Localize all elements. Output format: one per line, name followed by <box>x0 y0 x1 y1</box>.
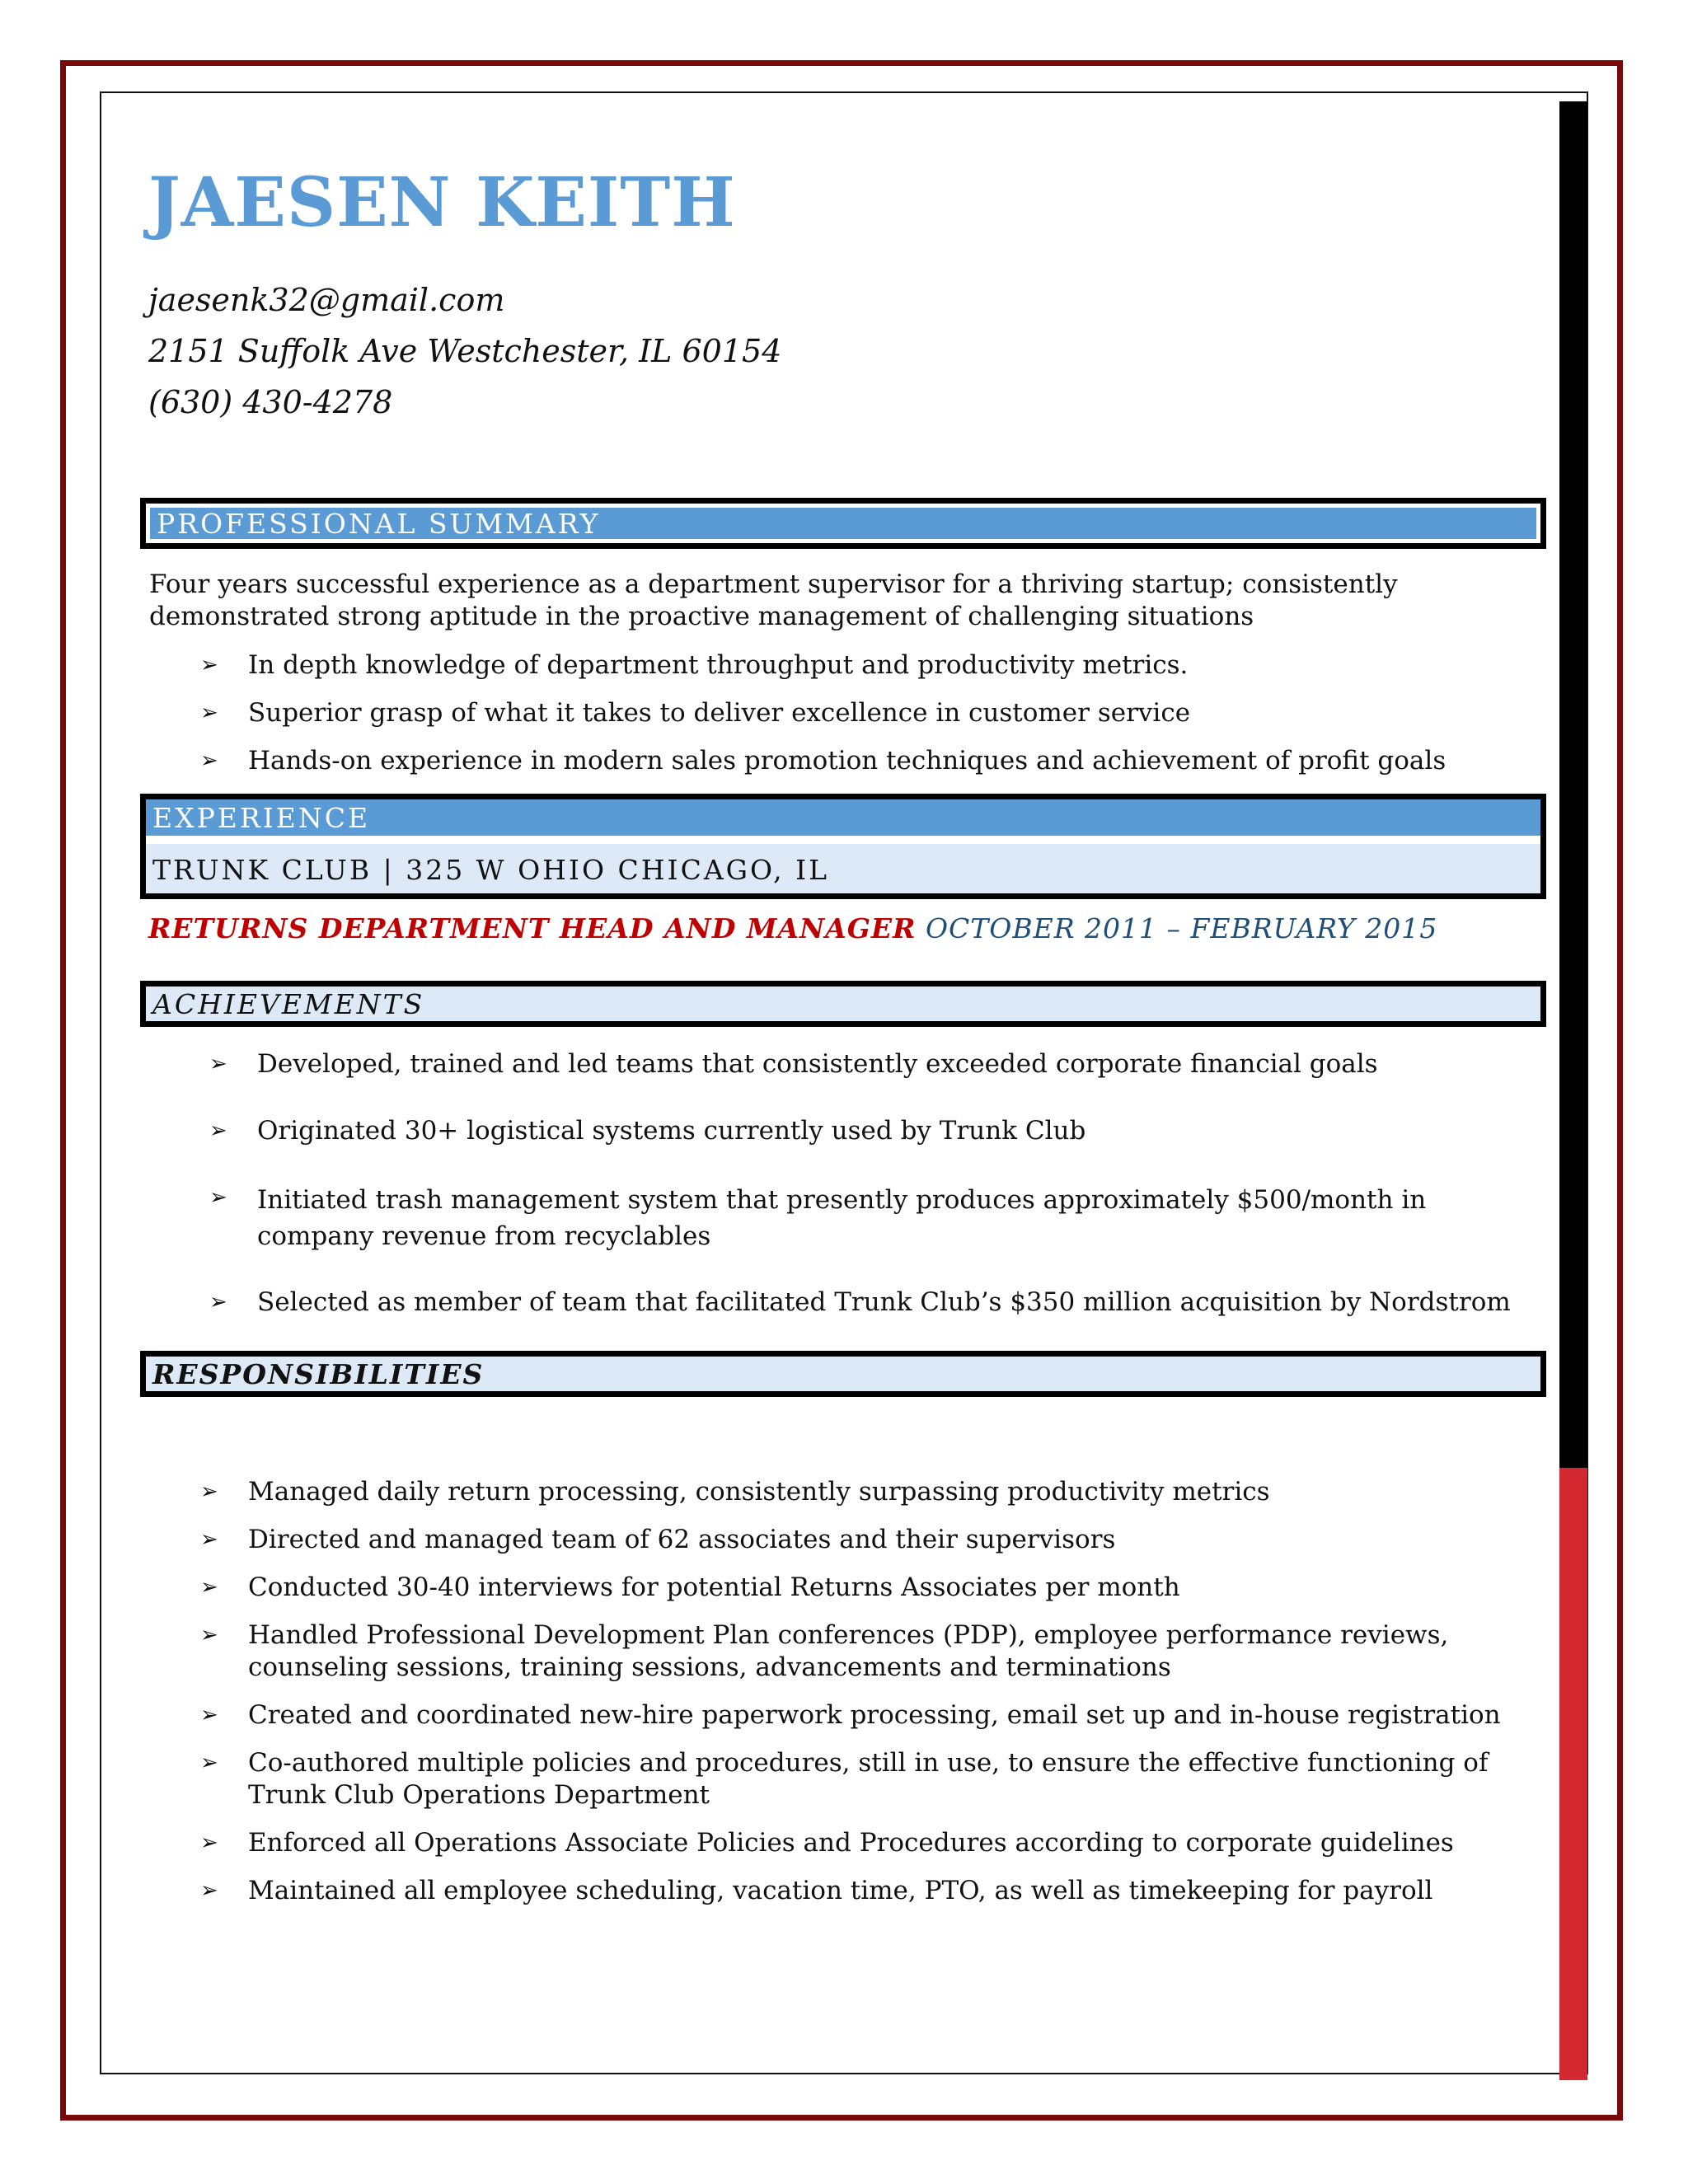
experience-header <box>140 794 1546 899</box>
candidate-name: JAESEN KEITH <box>148 163 736 242</box>
arrow-bullet-icon: ➢ <box>200 1878 218 1903</box>
arrow-bullet-icon: ➢ <box>209 1185 227 1210</box>
section-heading: EXPERIENCE <box>146 799 1540 836</box>
arrow-bullet-icon: ➢ <box>209 1052 227 1076</box>
job-dates: OCTOBER 2011 – FEBRUARY 2015 <box>925 912 1438 944</box>
responsibilities-header <box>140 1351 1546 1397</box>
job-title: RETURNS DEPARTMENT HEAD AND MANAGER <box>148 912 917 944</box>
arrow-bullet-icon: ➢ <box>200 1527 218 1552</box>
job-line <box>148 912 1438 944</box>
professional-summary-header <box>140 498 1546 549</box>
arrow-bullet-icon: ➢ <box>200 701 218 725</box>
arrow-bullet-icon: ➢ <box>209 1118 227 1143</box>
arrow-bullet-icon: ➢ <box>200 1623 218 1647</box>
contact-address: 2151 Suffolk Ave Westchester, IL 60154 <box>148 333 782 369</box>
section-heading: PROFESSIONAL SUMMARY <box>150 508 1536 539</box>
section-heading: ACHIEVEMENTS <box>146 987 1540 1021</box>
arrow-bullet-icon: ➢ <box>200 1830 218 1855</box>
achievements-header <box>140 981 1546 1027</box>
arrow-bullet-icon: ➢ <box>200 748 218 773</box>
side-accent-bar-black <box>1559 101 1587 1468</box>
section-heading: RESPONSIBILITIES <box>146 1357 1540 1391</box>
arrow-bullet-icon: ➢ <box>200 1479 218 1504</box>
side-accent-bar-red <box>1559 1468 1587 2080</box>
employer-line: TRUNK CLUB | 325 W OHIO CHICAGO, IL <box>146 844 1540 893</box>
section-divider <box>146 836 1540 844</box>
contact-phone: (630) 430-4278 <box>148 384 393 420</box>
arrow-bullet-icon: ➢ <box>200 1703 218 1727</box>
summary-intro: Four years successful experience as a department supervisor for a thriving startup; consistently demonstrated strong aptitude in the proactive management of challenging situations <box>149 569 1398 631</box>
arrow-bullet-icon: ➢ <box>200 1750 218 1775</box>
arrow-bullet-icon: ➢ <box>200 1575 218 1600</box>
arrow-bullet-icon: ➢ <box>209 1290 227 1315</box>
contact-email: jaesenk32@gmail.com <box>148 282 505 318</box>
arrow-bullet-icon: ➢ <box>200 653 218 677</box>
